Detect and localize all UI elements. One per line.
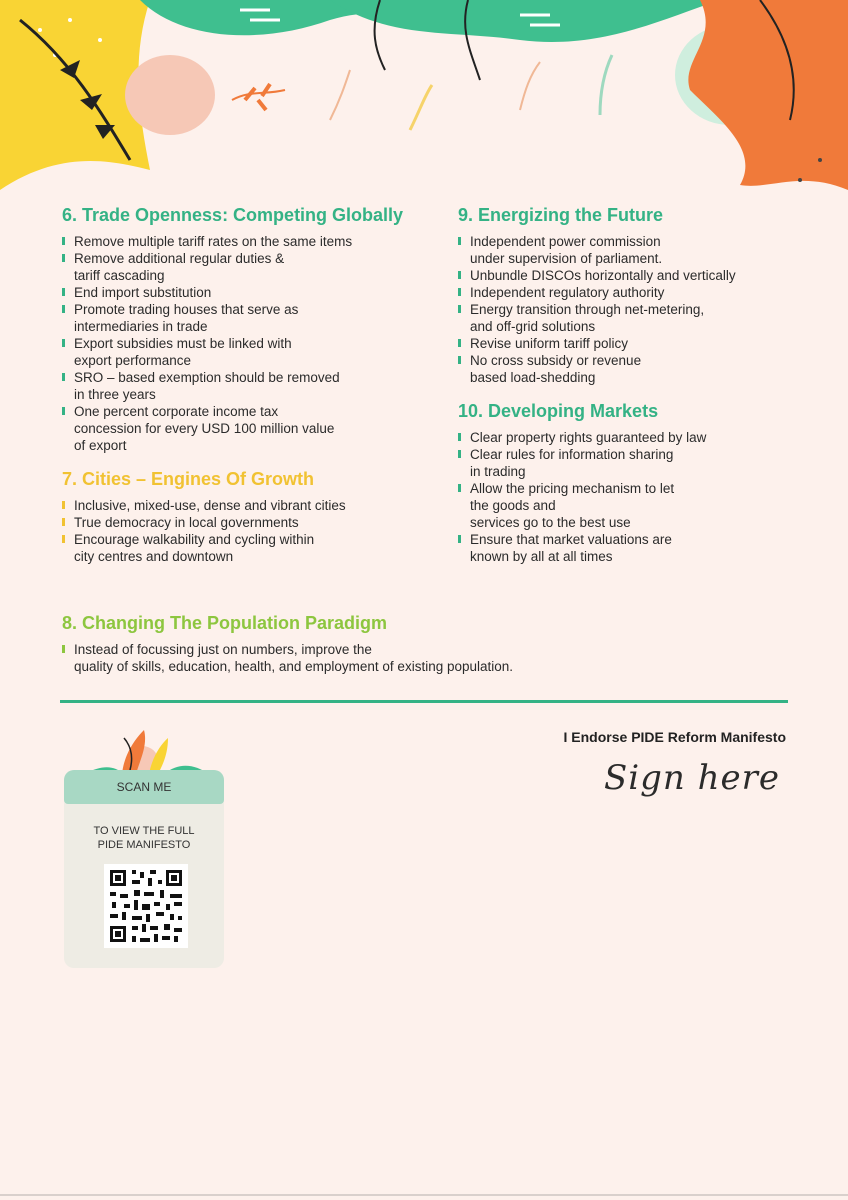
section-energizing-future <box>458 204 818 386</box>
scan-me-label: SCAN ME <box>64 770 224 804</box>
section-title: 8. Changing The Population Paradigm <box>62 613 388 633</box>
section-title: 10. Developing Markets <box>458 401 659 421</box>
qr-code[interactable] <box>104 864 188 948</box>
list-item: Remove additional regular duties & tariff cascading <box>62 250 442 284</box>
list-item: Inclusive, mixed-use, dense and vibrant cities <box>62 497 442 514</box>
signature-field[interactable]: Sign here <box>604 758 781 798</box>
bullet-list <box>458 233 818 386</box>
list-item: End import substitution <box>62 284 442 301</box>
list-item: Promote trading houses that serve as intermediaries in trade <box>62 301 442 335</box>
section-developing-markets <box>458 400 818 565</box>
list-item: Export subsidies must be linked with export performance <box>62 335 442 369</box>
list-item: Energy transition through net-metering, and off-grid solutions <box>458 301 818 335</box>
list-item: Ensure that market valuations are known by all at all times <box>458 531 818 565</box>
section-title: 7. Cities – Engines Of Growth <box>62 469 315 489</box>
list-item: One percent corporate income tax concession for every USD 100 million value of export <box>62 403 442 454</box>
section-title: 6. Trade Openness: Competing Globally <box>62 205 404 225</box>
section-cities <box>62 468 442 565</box>
card-floral-decoration <box>64 730 224 774</box>
bullet-list <box>458 429 818 565</box>
list-item: Clear rules for information sharing in trading <box>458 446 818 480</box>
list-item: Encourage walkability and cycling within city centres and downtown <box>62 531 442 565</box>
section-population-paradigm <box>62 612 762 675</box>
qr-instructions: TO VIEW THE FULL PIDE MANIFESTO <box>93 825 195 851</box>
list-item: Independent regulatory authority <box>458 284 818 301</box>
page-edge <box>0 1194 848 1196</box>
floral-header-decoration <box>0 0 848 200</box>
section-divider <box>60 700 788 703</box>
list-item: True democracy in local governments <box>62 514 442 531</box>
bullet-list <box>62 233 442 454</box>
bullet-list <box>62 641 762 675</box>
bullet-list <box>62 497 442 565</box>
list-item: Revise uniform tariff policy <box>458 335 818 352</box>
qr-card <box>64 770 224 968</box>
list-item: SRO – based exemption should be removed in three years <box>62 369 442 403</box>
list-item: Unbundle DISCOs horizontally and vertically <box>458 267 818 284</box>
section-title: 9. Energizing the Future <box>458 205 664 225</box>
endorse-statement: I Endorse PIDE Reform Manifesto <box>563 729 786 745</box>
list-item: No cross subsidy or revenue based load-shedding <box>458 352 818 386</box>
list-item: Remove multiple tariff rates on the same items <box>62 233 442 250</box>
list-item: Instead of focussing just on numbers, improve the quality of skills, education, health, and employment of existing population. <box>62 641 762 675</box>
list-item: Clear property rights guaranteed by law <box>458 429 818 446</box>
list-item: Independent power commission under supervision of parliament. <box>458 233 818 267</box>
list-item: Allow the pricing mechanism to let the goods and services go to the best use <box>458 480 818 531</box>
section-trade-openness <box>62 204 442 454</box>
